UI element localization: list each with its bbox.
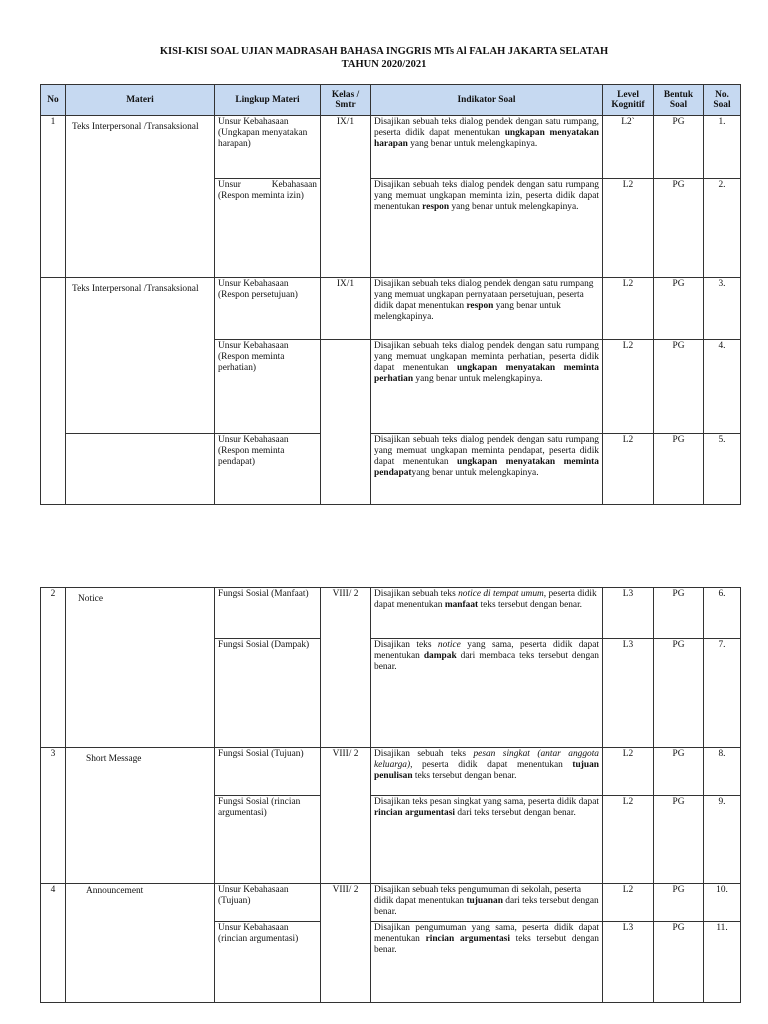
- header-no: No: [41, 85, 66, 116]
- cell-indikator: Disajikan pengumuman yang sama, peserta didik dapat menentukan rincian argumentasi teks tersebut dengan benar.: [371, 922, 603, 1003]
- kisi-kisi-table-1: [40, 84, 741, 505]
- cell-lingkup: Unsur Kebahasaan (Respon meminta izin): [215, 179, 321, 278]
- cell-indikator: Disajikan sebuah teks dialog pendek dengan satu rumpang yang memuat ungkapan meminta pendapat, peserta didik dapat menentukan ungkapan menyatakan meminta pendapatyang benar untuk melengkapinya.: [371, 434, 603, 505]
- table-row: [41, 278, 741, 340]
- cell-materi: Announcement: [66, 884, 215, 1003]
- cell-bentuk: PG: [654, 278, 704, 340]
- header-kelas-smtr: Kelas / Smtr: [321, 85, 371, 116]
- header-materi: Materi: [66, 85, 215, 116]
- cell-no-soal: 4.: [704, 340, 741, 434]
- cell-no-soal: 9.: [704, 796, 741, 884]
- cell-bentuk: PG: [654, 922, 704, 1003]
- cell-kelas: [321, 340, 371, 505]
- document-title: KISI-KISI SOAL UJIAN MADRASAH BAHASA INGGRIS MTs Al FALAH JAKARTA SELATAH: [159, 46, 609, 57]
- table-row: [41, 588, 741, 639]
- cell-materi: Teks Interpersonal /Transaksional: [66, 116, 215, 278]
- cell-level: L2: [603, 884, 654, 922]
- cell-no-soal: 6.: [704, 588, 741, 639]
- cell-materi: Short Message: [66, 748, 215, 884]
- cell-level: L2: [603, 340, 654, 434]
- cell-indikator: Disajikan sebuah teks pengumuman di sekolah, peserta didik dapat menentukan tujuanan dari teks tersebut dengan benar.: [371, 884, 603, 922]
- cell-bentuk: PG: [654, 796, 704, 884]
- cell-bentuk: PG: [654, 340, 704, 434]
- cell-kelas: IX/1: [321, 116, 371, 278]
- table-row: [41, 116, 741, 179]
- document-subtitle: TAHUN 2020/2021: [341, 59, 427, 70]
- cell-bentuk: PG: [654, 639, 704, 748]
- cell-materi: Notice: [66, 588, 215, 748]
- cell-level: L3: [603, 639, 654, 748]
- cell-level: L2: [603, 796, 654, 884]
- cell-bentuk: PG: [654, 116, 704, 179]
- cell-lingkup: Unsur Kebahasaan (Respon persetujuan): [215, 278, 321, 340]
- cell-no: [41, 278, 66, 505]
- cell-level: L2: [603, 278, 654, 340]
- header-indikator-soal: Indikator Soal: [371, 85, 603, 116]
- table-row: [41, 434, 741, 505]
- table-row: [41, 748, 741, 796]
- cell-bentuk: PG: [654, 434, 704, 505]
- cell-no: 2: [41, 588, 66, 748]
- table-header-row: [41, 85, 741, 116]
- cell-lingkup: Unsur Kebahasaan (Respon meminta perhatian): [215, 340, 321, 434]
- cell-indikator: Disajikan sebuah teks pesan singkat (antar anggota keluarga), peserta didik dapat menentukan tujuan penulisan teks tersebut dengan benar.: [371, 748, 603, 796]
- cell-no-soal: 8.: [704, 748, 741, 796]
- cell-indikator: Disajikan sebuah teks dialog pendek dengan satu rumpang yang memuat ungkapan pernyataan persetujuan, peserta didik dapat menentukan respon yang benar untuk melengkapinya.: [371, 278, 603, 340]
- cell-kelas: IX/1: [321, 278, 371, 340]
- cell-bentuk: PG: [654, 179, 704, 278]
- cell-no-soal: 10.: [704, 884, 741, 922]
- cell-materi: Teks Interpersonal /Transaksional: [66, 278, 215, 434]
- header-lingkup-materi: Lingkup Materi: [215, 85, 321, 116]
- cell-bentuk: PG: [654, 588, 704, 639]
- cell-level: L3: [603, 922, 654, 1003]
- cell-lingkup: Unsur Kebahasaan (rincian argumentasi): [215, 922, 321, 1003]
- cell-materi: [66, 434, 215, 505]
- cell-no-soal: 1.: [704, 116, 741, 179]
- cell-lingkup: Fungsi Sosial (rincian argumentasi): [215, 796, 321, 884]
- cell-level: L2`: [603, 116, 654, 179]
- header-no-soal: No. Soal: [704, 85, 741, 116]
- cell-level: L3: [603, 588, 654, 639]
- cell-no-soal: 5.: [704, 434, 741, 505]
- cell-bentuk: PG: [654, 884, 704, 922]
- cell-level: L2: [603, 179, 654, 278]
- cell-indikator: Disajikan sebuah teks dialog pendek dengan satu rumpang yang memuat ungkapan meminta izin, peserta didik dapat menentukan respon yang benar untuk melengkapinya.: [371, 179, 603, 278]
- cell-lingkup: Fungsi Sosial (Manfaat): [215, 588, 321, 639]
- kisi-kisi-table-2: [40, 587, 741, 1003]
- cell-no-soal: 2.: [704, 179, 741, 278]
- cell-lingkup: Fungsi Sosial (Dampak): [215, 639, 321, 748]
- cell-indikator: Disajikan sebuah teks dialog pendek dengan satu rumpang, peserta didik dapat menentukan ungkapan menyatakan harapan yang benar untuk melengkapinya.: [371, 116, 603, 179]
- cell-no: 1: [41, 116, 66, 278]
- cell-no-soal: 11.: [704, 922, 741, 1003]
- cell-lingkup: Unsur Kebahasaan (Respon meminta pendapat): [215, 434, 321, 505]
- cell-kelas: VIII/ 2: [321, 588, 371, 748]
- cell-lingkup: Fungsi Sosial (Tujuan): [215, 748, 321, 796]
- cell-kelas: VIII/ 2: [321, 884, 371, 1003]
- cell-indikator: Disajikan teks pesan singkat yang sama, peserta didik dapat rincian argumentasi dari teks tersebut dengan benar.: [371, 796, 603, 884]
- cell-no-soal: 3.: [704, 278, 741, 340]
- header-bentuk-soal: Bentuk Soal: [654, 85, 704, 116]
- cell-kelas: VIII/ 2: [321, 748, 371, 884]
- cell-lingkup: Unsur Kebahasaan (Ungkapan menyatakan harapan): [215, 116, 321, 179]
- cell-no-soal: 7.: [704, 639, 741, 748]
- cell-indikator: Disajikan sebuah teks dialog pendek dengan satu rumpang yang memuat ungkapan meminta perhatian, peserta didik dapat menentukan ungkapan menyatakan meminta perhatian yang benar untuk melengkapinya.: [371, 340, 603, 434]
- cell-bentuk: PG: [654, 748, 704, 796]
- cell-indikator: Disajikan sebuah teks notice di tempat umum, peserta didik dapat menentukan manfaat teks tersebut dengan benar.: [371, 588, 603, 639]
- cell-level: L2: [603, 748, 654, 796]
- cell-indikator: Disajikan teks notice yang sama, peserta didik dapat menentukan dampak dari membaca teks tersebut dengan benar.: [371, 639, 603, 748]
- header-level-kognitif: Level Kognitif: [603, 85, 654, 116]
- table-row: [41, 884, 741, 922]
- cell-no: 3: [41, 748, 66, 884]
- cell-no: 4: [41, 884, 66, 1003]
- cell-level: L2: [603, 434, 654, 505]
- cell-lingkup: Unsur Kebahasaan (Tujuan): [215, 884, 321, 922]
